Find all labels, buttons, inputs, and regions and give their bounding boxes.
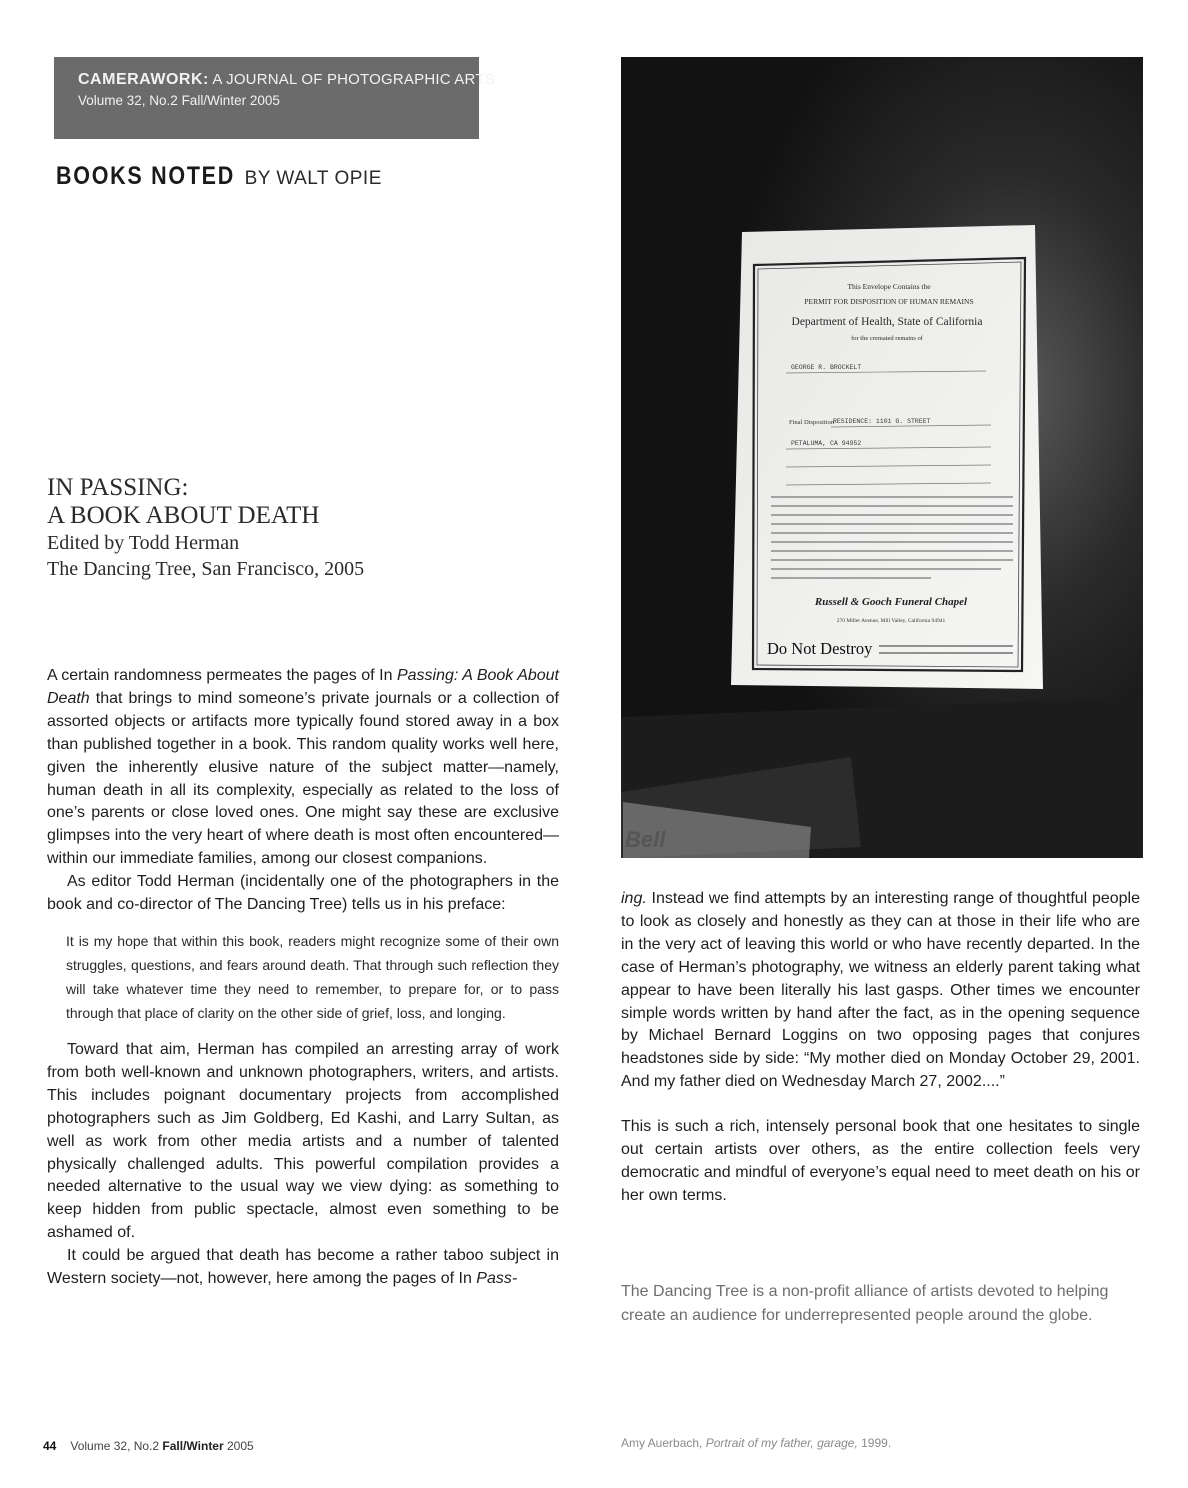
book-title-italic: Pass- [476, 1270, 518, 1288]
paragraph-gap [621, 1094, 1140, 1116]
doc-line4: for the cremated remains of [851, 335, 923, 342]
paragraph-2: As editor Todd Herman (incidentally one of the photographers in the book and co-director of The Dancing Tree) tells us in his preface: [47, 873, 559, 914]
doc-do-not-destroy: Do Not Destroy [767, 639, 873, 658]
sign-text: Bell [625, 827, 666, 852]
book-editor: Edited by Todd Herman [47, 532, 240, 554]
journal-subtitle: A JOURNAL OF PHOTOGRAPHIC ARTS [212, 71, 495, 88]
footer-volume: Volume 32, No.2 [70, 1439, 163, 1453]
photo-illustration [621, 57, 1143, 858]
article-column-right [621, 888, 1140, 1208]
paragraph-5 [621, 888, 1140, 1094]
publisher-note: The Dancing Tree is a non-profit alliance of artists devoted to helping create an audience for underrepresented people around the globe. [621, 1283, 1109, 1324]
paragraph-1 [47, 665, 559, 871]
masthead-box [54, 57, 495, 139]
book-title-italic: Passing: A Book About Death [47, 667, 560, 707]
doc-city: PETALUMA, CA 94952 [791, 440, 862, 447]
byline: BY WALT OPIE [244, 168, 382, 189]
journal-name-line [78, 71, 495, 89]
article-column-left [47, 665, 559, 1291]
book-title-line2: A BOOK ABOUT DEATH [47, 502, 320, 529]
doc-chapel: Russell & Gooch Funeral Chapel [814, 596, 968, 608]
book-title-line1: IN PASSING: [47, 474, 189, 501]
journal-name: CAMERAWORK: [78, 71, 209, 88]
photo-caption [621, 1436, 891, 1450]
page-footer [43, 1439, 254, 1453]
caption-title: Portrait of my father, garage, [705, 1436, 858, 1450]
doc-chapel-address: 270 Miller Avenue, Mill Valley, California 94941 [836, 618, 946, 624]
text-run: Instead we find attempts by an interesting range of thoughtful people to look as closely and honestly as they can at those in their life who are in the very act of leaving this world or who have recently departed. In the case of Herman’s photography, we witness an elderly parent taking what appear to have been literally his last gasps. Other times we encounter simple words written by hand after the fact, as in the opening sequence by Michael Bernard Loggins on two opposing pages that conjures headstones side by side: “My mother died on Monday October 29, 2001. And my father died on Wednesday March 27, 2002....” [621, 890, 1140, 1091]
photograph [621, 57, 1143, 858]
book-publisher: The Dancing Tree, San Francisco, 2005 [47, 558, 365, 580]
book-title-italic: ing. [621, 890, 647, 907]
doc-final-value: RESIDENCE: 1101 G. STREET [833, 418, 931, 425]
paragraph-6: This is such a rich, intensely personal book that one hesitates to single out certain artists over others, as the entire collection feels very democratic and mindful of everyone’s equal need to meet death on his or her own terms. [621, 1118, 1140, 1204]
caption-year: 1999. [857, 1436, 892, 1450]
footer-season: Fall/Winter [162, 1439, 224, 1453]
doc-name: GEORGE R. BROCKELT [791, 364, 862, 371]
text-run: It could be argued that death has become a rather taboo subject in Western society—not, however, here among the pages of In [47, 1247, 559, 1288]
page-number: 44 [43, 1439, 57, 1453]
doc-final-label: Final Disposition [789, 419, 834, 426]
footer-year: 2005 [223, 1439, 254, 1453]
issue-line: Volume 32, No.2 Fall/Winter 2005 [78, 93, 280, 108]
doc-line3: Department of Health, State of California [791, 316, 983, 328]
text-run: A certain randomness permeates the pages of In [47, 667, 397, 684]
book-info [47, 474, 364, 582]
block-quote: It is my hope that within this book, readers might recognize some of their own struggles, questions, and fears around death. That through such reflection they will take whatever time they need to remember, to prepare for, or to pass through that place of clarity on the other side of grief, loss, and longing. [66, 932, 559, 1021]
permit-envelope [731, 225, 1043, 689]
section-title: BOOKS NOTED [56, 162, 235, 190]
text-run: that brings to mind someone’s private journals or a collection of assorted objects or artifacts more typically found stored away in a box than published together in a book. This random quality works well here, given the inherently elusive nature of the subject matter—namely, human death in all its complexity, especially as related to the loss of one’s parents or close loved ones. One might say these are exclusive glimpses into the very heart of where death is most often encountered—within our immediate families, among our closest companions. [47, 689, 559, 868]
doc-line1: This Envelope Contains the [847, 282, 931, 291]
caption-artist: Amy Auerbach, [621, 1436, 706, 1450]
section-heading [56, 162, 382, 191]
paragraph-3: Toward that aim, Herman has compiled an arresting array of work from both well-known and unknown photographers, writers, and artists. This includes poignant documentary projects from accomplished photographers such as Jim Goldberg, Ed Kashi, and Larry Sultan, as well as work from other media artists and a number of talented physically challenged adults. This powerful compilation provides a needed alternative to the usual way we view dying: as something to keep hidden from public spectacle, almost even something to be ashamed of. [47, 1040, 559, 1242]
doc-line2: PERMIT FOR DISPOSITION OF HUMAN REMAINS [804, 297, 974, 306]
paragraph-4 [47, 1245, 559, 1291]
